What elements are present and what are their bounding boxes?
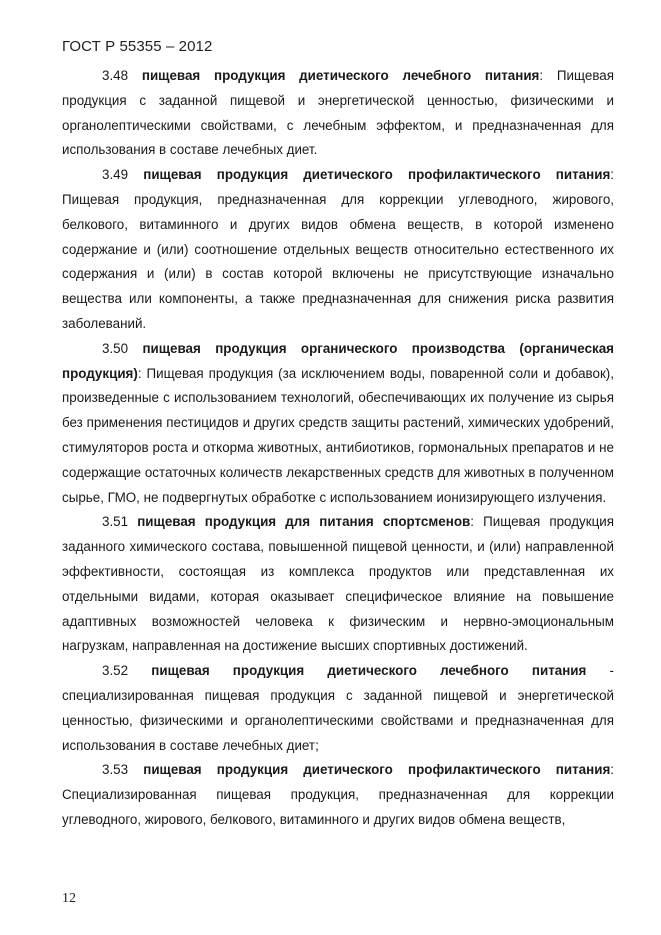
definition-paragraph bbox=[62, 64, 614, 163]
definition-paragraph bbox=[62, 758, 614, 832]
definition-paragraph bbox=[62, 337, 614, 511]
definition-text: Пищевая продукция с заданной пищевой и энергетической ценностью, физическими и органолептическими свойствами, с лечебным эффектом, и предназначенная для использования в составе лечебных диет. bbox=[62, 68, 614, 158]
term: пищевая продукция диетического лечебного питания bbox=[151, 663, 587, 679]
term-separator: : bbox=[137, 365, 142, 381]
clause-number: 3.52 bbox=[102, 663, 129, 679]
clause-number: 3.48 bbox=[102, 68, 129, 83]
definition-text: Пищевая продукция (за исключением воды, поваренной соли и добавок), произведенные с использованием технологий, обеспечивающих их получение из сырья без применения пестицидов и других средств защиты растений, химических удобрений, стимуляторов роста и откорма животных, антибиотиков, гормональных препаратов и не содержащие остаточных количеств лекарственных средств для животных в полученном сырье, ГМО, не подвергнутых обработке с использованием ионизирующего излучения. bbox=[62, 365, 614, 505]
term: пищевая продукция для питания спортсменов bbox=[137, 514, 471, 530]
definition-paragraph bbox=[62, 163, 614, 337]
term-separator: : bbox=[539, 68, 544, 83]
term: пищевая продукция диетического профилактического питания bbox=[143, 167, 611, 183]
clause-number: 3.53 bbox=[102, 762, 129, 778]
term: пищевая продукция диетического лечебного питания bbox=[141, 68, 540, 83]
document-body bbox=[62, 64, 614, 833]
definition-text: Пищевая продукция, предназначенная для коррекции углеводного, жирового, белкового, витаминного и других видов обмена веществ, в которой изменено содержание и (или) соотношение отдельных веществ относительно естественного их содержания и (или) в состав которой включены не присутствующие изначально вещества или компоненты, а также предназначенная для снижения риска развития заболеваний. bbox=[62, 191, 614, 331]
definition-text: Специализированная пищевая продукция, предназначенная для коррекции углеводного, жирового, белкового, витаминного и других видов обмена веществ, bbox=[62, 787, 614, 827]
term-separator: - bbox=[586, 663, 614, 679]
term: пищевая продукция диетического профилактического питания bbox=[143, 762, 611, 778]
definition-paragraph bbox=[62, 659, 614, 758]
term: пищевая продукция органического производства (органическая продукция) bbox=[62, 340, 614, 381]
term-separator: : bbox=[610, 762, 614, 778]
clause-number: 3.50 bbox=[102, 340, 129, 356]
clause-number: 3.49 bbox=[102, 167, 129, 183]
term-separator: : bbox=[470, 514, 474, 530]
page-number: 12 bbox=[62, 891, 76, 906]
definition-text: специализированная пищевая продукция с заданной пищевой и энергетической ценностью, физическими и органолептическими свойствами и предназначенная для использования в составе лечебных диет; bbox=[62, 687, 614, 753]
definition-text: Пищевая продукция заданного химического состава, повышенной пищевой ценности, и (или) направленной эффективности, состоящая из комплекса продуктов или представленная их отдельными видами, которая оказывает специфическое влияние на повышение адаптивных возможностей человека к физическим и нервно-эмоциональным нагрузкам, направленная на достижение высших спортивных достижений. bbox=[62, 514, 614, 654]
document-header: ГОСТ Р 55355 – 2012 bbox=[62, 38, 213, 55]
term-separator: : bbox=[610, 167, 614, 183]
definition-paragraph bbox=[62, 510, 614, 659]
clause-number: 3.51 bbox=[102, 514, 129, 530]
